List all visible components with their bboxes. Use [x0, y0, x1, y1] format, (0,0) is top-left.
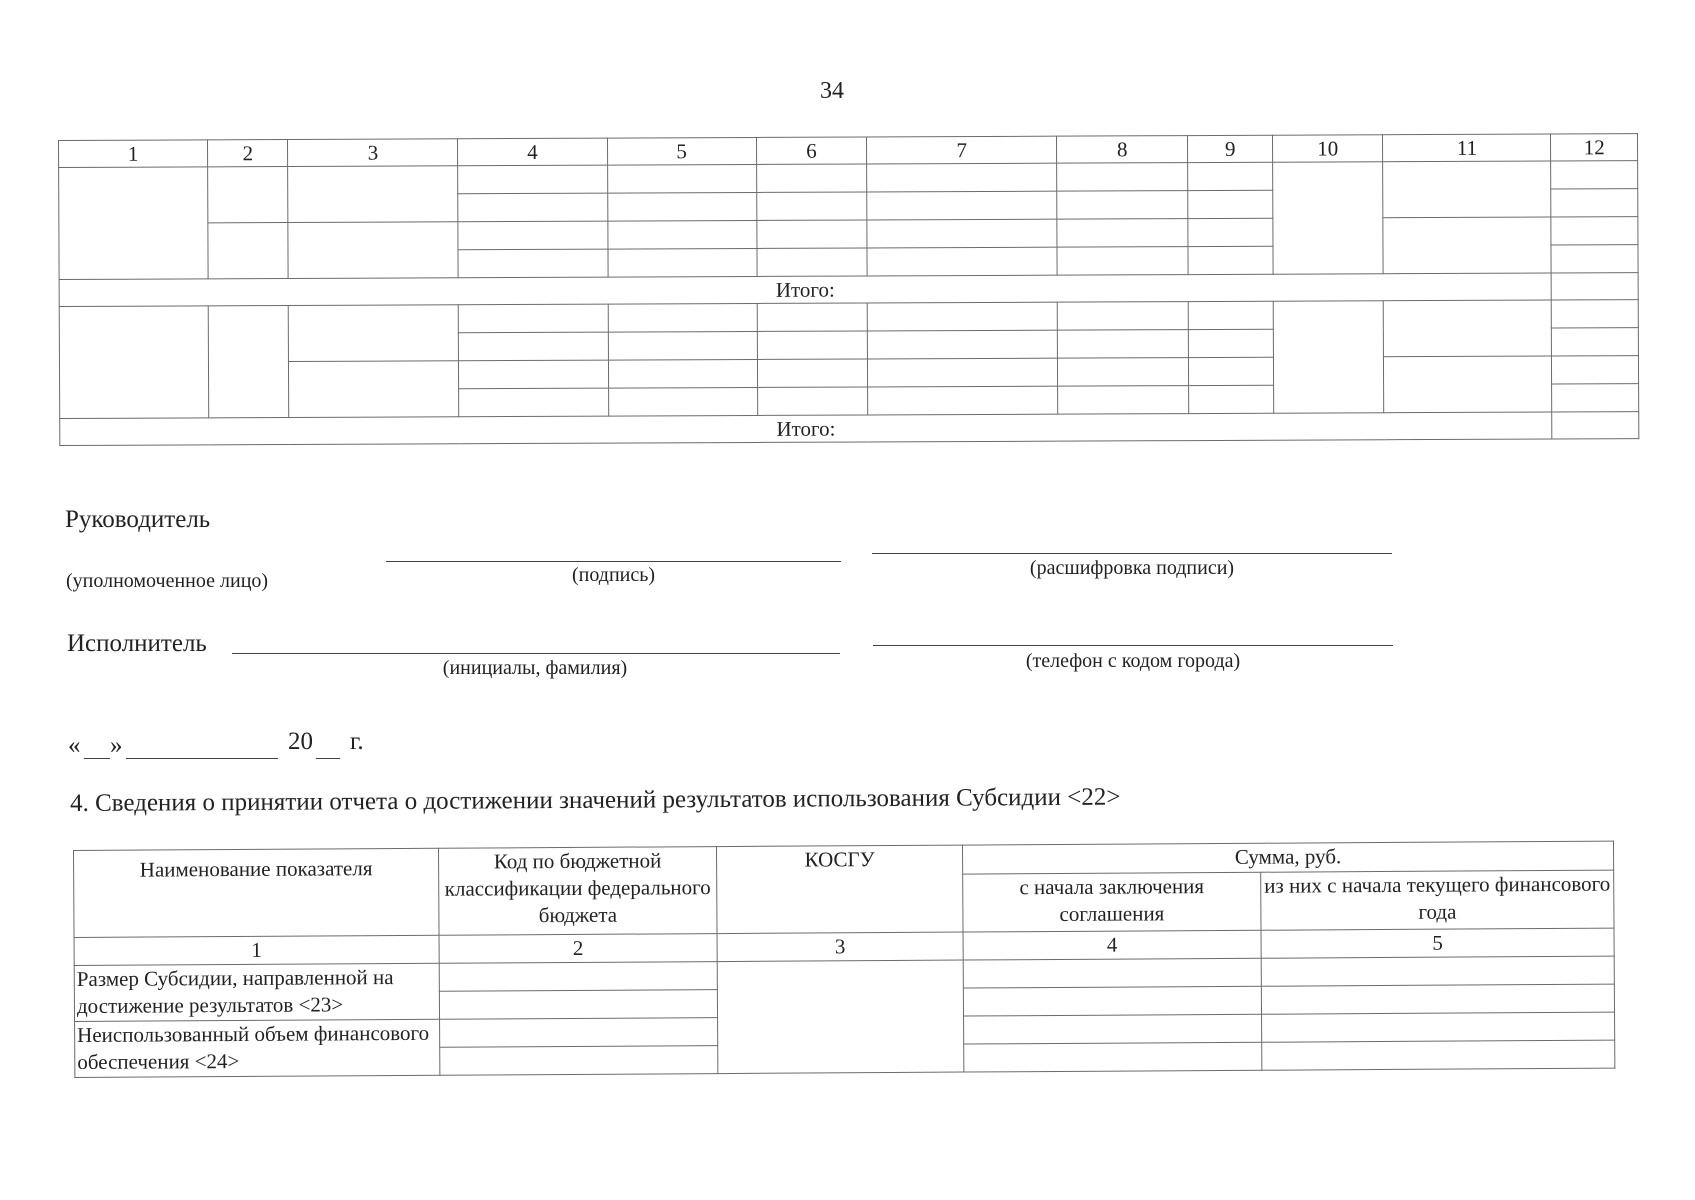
top-data-table [58, 133, 1639, 446]
date-month-blank [126, 758, 278, 759]
table-cell [1261, 956, 1614, 986]
initials-line [232, 653, 840, 654]
table-cell [1272, 162, 1383, 274]
table-cell [608, 303, 757, 332]
table-cell [458, 165, 607, 194]
table-cell [458, 221, 607, 250]
table-cell [1552, 356, 1639, 384]
table-cell [1189, 301, 1274, 329]
table-cell [1261, 984, 1614, 1014]
col-number: 2 [208, 139, 288, 166]
table-cell [867, 302, 1057, 331]
table-cell [868, 358, 1058, 387]
table-cell [756, 164, 867, 192]
table-cell [288, 166, 458, 223]
table-cell [867, 219, 1057, 248]
table-cell [608, 387, 757, 416]
total-label: Итого: [60, 412, 1552, 446]
table-cell [208, 222, 289, 278]
col-number: 1 [59, 140, 208, 168]
table-cell [288, 222, 458, 279]
col-number: 5 [607, 137, 756, 165]
table-cell [1552, 384, 1639, 412]
col-number: 3 [717, 932, 963, 962]
head-label: Руководитель [65, 506, 211, 533]
table-cell [963, 986, 1261, 1016]
table-cell [1057, 247, 1189, 276]
table-cell [1188, 190, 1273, 218]
table-row [59, 161, 1638, 196]
table-cell [1383, 161, 1551, 218]
table-cell [458, 193, 607, 222]
table-cell [459, 332, 608, 361]
header-indicator-name: Наименование показателя [74, 848, 440, 937]
table-cell [1057, 191, 1189, 220]
phone-caption: (телефон с кодом города) [1025, 650, 1241, 672]
table-cell [208, 305, 289, 417]
signature-decode-line [872, 553, 1392, 554]
table-cell [1057, 358, 1189, 387]
table-cell [208, 166, 289, 222]
signature-caption: (подпись) [571, 564, 656, 586]
table-cell [963, 958, 1261, 988]
table-cell [757, 387, 868, 415]
table-cell [1551, 161, 1638, 189]
table-cell [1551, 217, 1638, 245]
col-number: 2 [439, 934, 717, 964]
row-label: Размер Субсидии, направленной на достижение результатов <23> [74, 963, 439, 1021]
table-cell [867, 247, 1057, 276]
col-number: 7 [867, 136, 1057, 164]
total-label: Итого: [59, 273, 1551, 307]
table-cell [608, 248, 757, 277]
report-acceptance-table [73, 841, 1615, 1078]
table-cell [440, 1046, 718, 1076]
table-cell [756, 192, 867, 220]
table-cell [459, 360, 608, 389]
table-cell [757, 331, 868, 359]
table-cell [1262, 1040, 1615, 1070]
section-title: 4. Сведения о принятии отчета о достижении значений результатов использования Субсидии <22> [70, 783, 1121, 817]
total-row [60, 412, 1639, 446]
col-number: 5 [1261, 928, 1614, 958]
table-cell [868, 386, 1058, 415]
header-since-year: из них с начала текущего финансового года [1261, 870, 1614, 930]
table-cell [440, 1018, 718, 1048]
row-label: Неиспользованный объем финансового обеспечения <24> [75, 1019, 440, 1077]
table-cell [1262, 1012, 1615, 1042]
date-year-prefix: 20 [288, 728, 313, 755]
header-budget-code: Код по бюджетной классификации федерального бюджета [438, 847, 717, 936]
table-cell [1189, 357, 1274, 385]
executor-label: Исполнитель [67, 630, 207, 657]
col-number: 9 [1188, 135, 1273, 162]
table-cell [1057, 302, 1189, 331]
phone-line [873, 645, 1393, 646]
table-cell [458, 249, 607, 278]
date-close-quote: » [110, 732, 123, 759]
table-cell [1552, 328, 1639, 356]
table-cell [1551, 189, 1638, 217]
table-cell [964, 1014, 1262, 1044]
head-sublabel: (уполномоченное лицо) [66, 570, 269, 592]
header-since-agreement: с начала заключения соглашения [963, 873, 1261, 932]
col-number: 11 [1383, 134, 1551, 162]
date-year-blank [316, 758, 340, 759]
table-cell [1383, 217, 1551, 274]
table-cell [717, 960, 964, 1074]
table-cell [1188, 246, 1273, 274]
table-cell [289, 305, 459, 362]
table-cell [608, 359, 757, 388]
table-cell [1057, 163, 1189, 192]
table-cell [1188, 162, 1273, 190]
table-cell [964, 1042, 1262, 1072]
date-open-quote: « [68, 732, 81, 759]
table-cell [289, 361, 459, 418]
initials-caption: (инициалы, фамилия) [442, 657, 628, 679]
date-year-suffix: г. [350, 728, 364, 755]
table-cell [757, 248, 868, 276]
table-cell [1552, 300, 1639, 328]
table-cell [1384, 300, 1552, 357]
table-cell [1384, 356, 1552, 413]
header-sum: Сумма, руб. [962, 841, 1613, 874]
table-cell [459, 388, 608, 417]
table-cell [1551, 245, 1638, 273]
col-number: 12 [1551, 134, 1638, 161]
table-cell [757, 359, 868, 387]
table-cell [868, 330, 1058, 359]
table-cell [757, 220, 868, 248]
col-number: 8 [1057, 136, 1189, 164]
date-line [68, 728, 398, 760]
col-number: 1 [74, 935, 439, 965]
table-row [59, 356, 1638, 391]
table-cell [1188, 218, 1273, 246]
table-cell [59, 306, 209, 419]
table-cell [1273, 301, 1384, 413]
page-number: 34 [820, 78, 844, 104]
table-row [59, 300, 1638, 335]
header-kosgu: КОСГУ [716, 845, 963, 934]
table-cell [1189, 385, 1274, 413]
table-cell [1057, 330, 1189, 359]
table-cell [1551, 273, 1638, 300]
table-cell [1057, 219, 1189, 248]
signature-line [386, 561, 841, 562]
table-cell [439, 962, 717, 992]
table-cell [1058, 386, 1190, 415]
table-cell [608, 331, 757, 360]
table-cell [459, 304, 608, 333]
table-cell [607, 164, 756, 193]
col-number: 6 [756, 137, 867, 164]
table-row [59, 217, 1638, 252]
table-cell [607, 192, 756, 221]
table-cell [1552, 412, 1639, 439]
table-cell [59, 167, 209, 280]
col-number: 3 [288, 139, 458, 167]
col-number: 4 [458, 138, 607, 166]
signature-decode-caption: (расшифровка подписи) [1029, 557, 1235, 579]
col-number: 4 [963, 930, 1261, 960]
table-cell [867, 191, 1057, 220]
table-cell [607, 220, 756, 249]
table-cell [439, 990, 717, 1020]
table-cell [757, 303, 868, 331]
col-number: 10 [1272, 135, 1383, 162]
date-day-blank [84, 758, 110, 759]
table-cell [867, 163, 1057, 192]
table-cell [1189, 329, 1274, 357]
